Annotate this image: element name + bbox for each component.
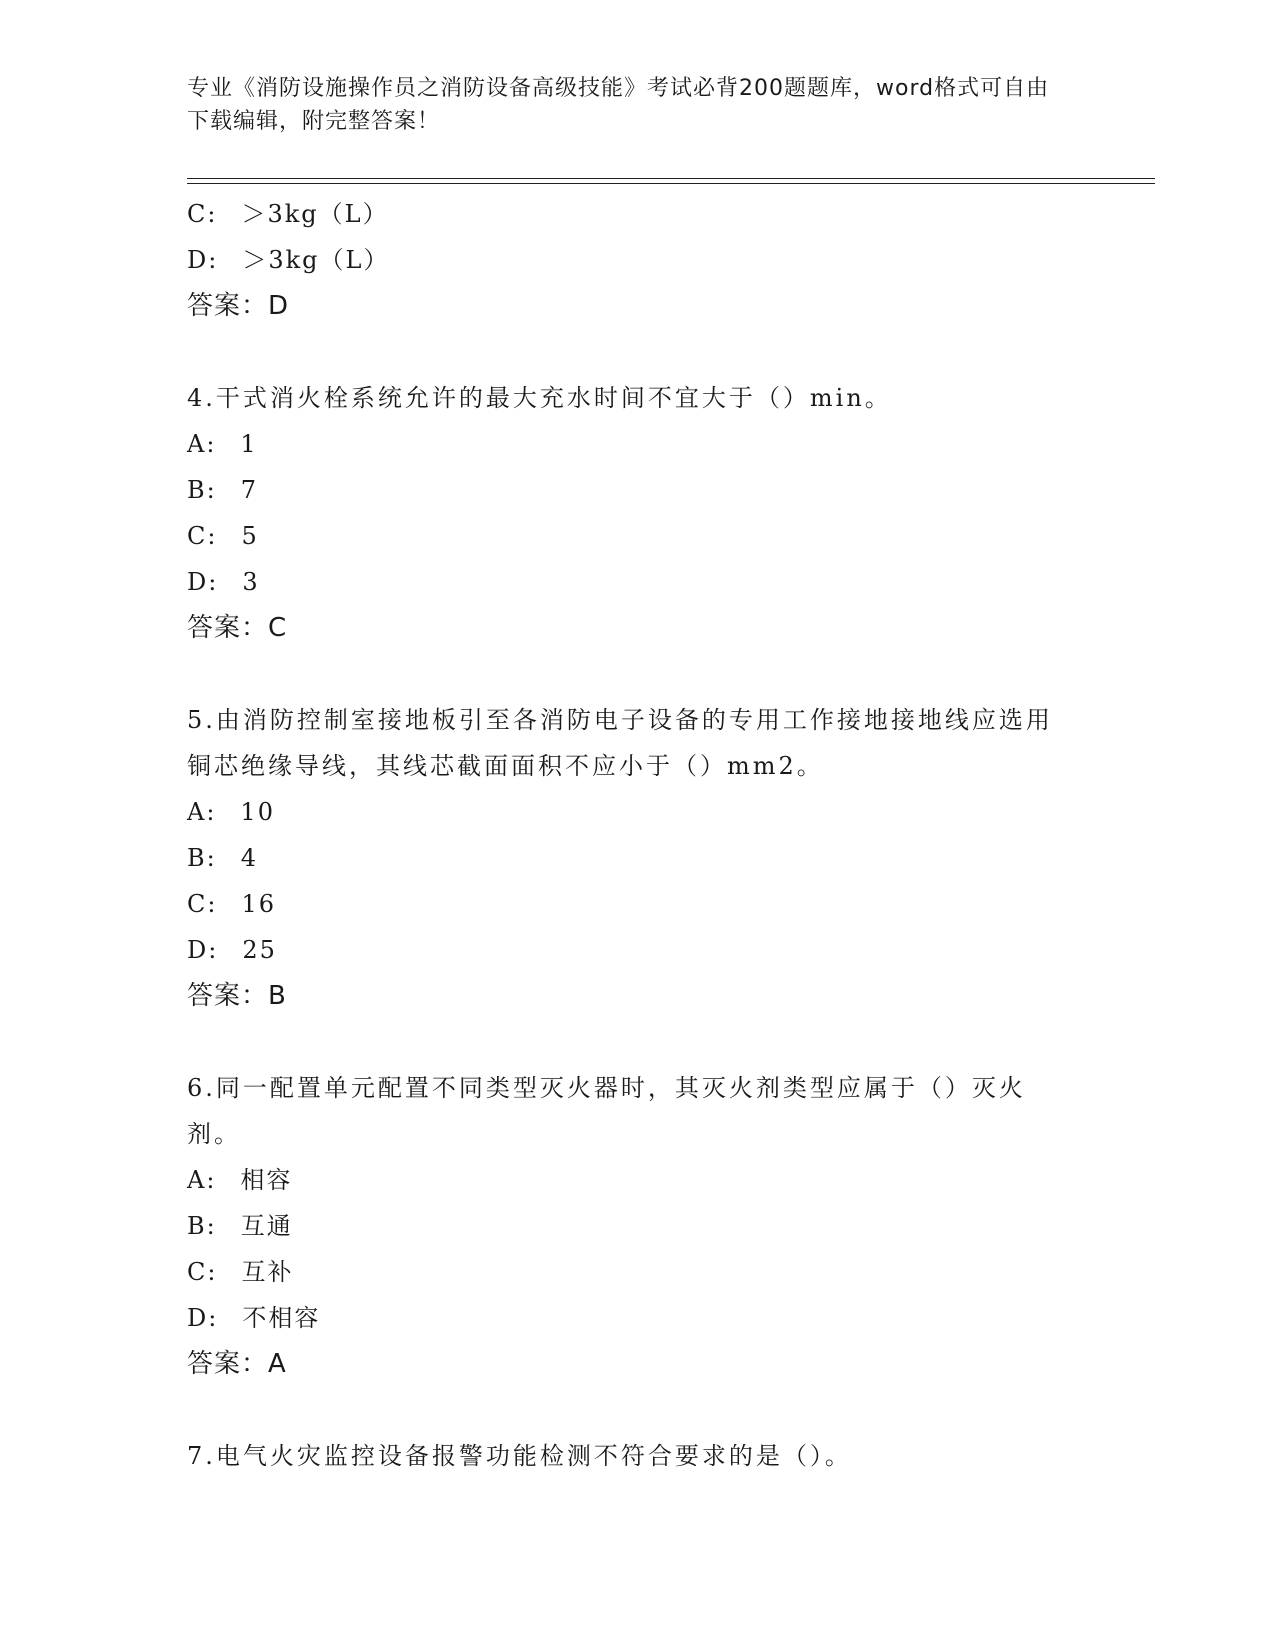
option-d (187, 559, 1067, 605)
option-a (187, 789, 1067, 835)
option-text: 1 (240, 430, 258, 458)
question-text: 5.由消防控制室接地板引至各消防电子设备的专用工作接地接地线应选用铜芯绝缘导线，其线芯截面面积不应小于（）mm2。 (187, 706, 1053, 780)
option-c (187, 513, 1067, 559)
option-key: A: (187, 430, 217, 458)
option-c (187, 881, 1067, 927)
option-text: 3 (242, 568, 260, 596)
option-text: 25 (242, 936, 277, 964)
question-6 (187, 1065, 1067, 1387)
option-text: 4 (240, 844, 259, 872)
option-text: 10 (240, 798, 275, 826)
option-key: C: (187, 890, 218, 918)
document-header: 专业《消防设施操作员之消防设备高级技能》考试必背200题题库，word格式可自由下载编辑，附完整答案！ (187, 76, 1050, 134)
option-key: D: (187, 568, 219, 596)
option-text: 相容 (240, 1166, 293, 1194)
question-3-partial (187, 191, 1067, 329)
option-d (187, 237, 1067, 283)
option-c (187, 1249, 1067, 1295)
option-c (187, 191, 1067, 237)
question-7 (187, 1433, 1067, 1479)
answer-line: 答案：D (187, 291, 290, 321)
option-key: B: (187, 476, 217, 504)
option-text: 7 (240, 476, 259, 504)
option-text: 16 (241, 890, 276, 918)
option-d (187, 1295, 1067, 1341)
option-text: 5 (241, 522, 259, 550)
answer-line: 答案：A (187, 1349, 287, 1379)
option-key: C: (187, 522, 218, 550)
option-b (187, 467, 1067, 513)
option-text: ＞3kg（L） (241, 200, 389, 228)
header-divider-bottom (187, 183, 1155, 184)
question-5 (187, 697, 1067, 1019)
question-text: 7.电气火灾监控设备报警功能检测不符合要求的是（）。 (187, 1442, 852, 1470)
option-d (187, 927, 1067, 973)
option-a (187, 421, 1067, 467)
answer-line: 答案：B (187, 981, 287, 1011)
option-key: D: (187, 246, 219, 274)
option-key: A: (187, 798, 217, 826)
option-key: B: (187, 844, 217, 872)
option-b (187, 835, 1067, 881)
option-text: 互通 (240, 1212, 293, 1240)
question-text: 6.同一配置单元配置不同类型灭火器时，其灭火剂类型应属于（）灭火剂。 (187, 1074, 1026, 1148)
option-text: 不相容 (242, 1304, 321, 1332)
option-key: A: (187, 1166, 217, 1194)
question-text: 4.干式消火栓系统允许的最大充水时间不宜大于（）min。 (187, 384, 892, 412)
option-key: B: (187, 1212, 217, 1240)
header-divider-top (187, 178, 1155, 179)
option-key: C: (187, 1258, 218, 1286)
option-a (187, 1157, 1067, 1203)
option-key: D: (187, 936, 219, 964)
option-key: D: (187, 1304, 219, 1332)
option-text: 互补 (241, 1258, 294, 1286)
question-list (187, 191, 1067, 1479)
option-b (187, 1203, 1067, 1249)
option-key: C: (187, 200, 218, 228)
option-text: ＞3kg（L） (242, 246, 390, 274)
answer-line: 答案：C (187, 613, 288, 643)
question-4 (187, 375, 1067, 651)
